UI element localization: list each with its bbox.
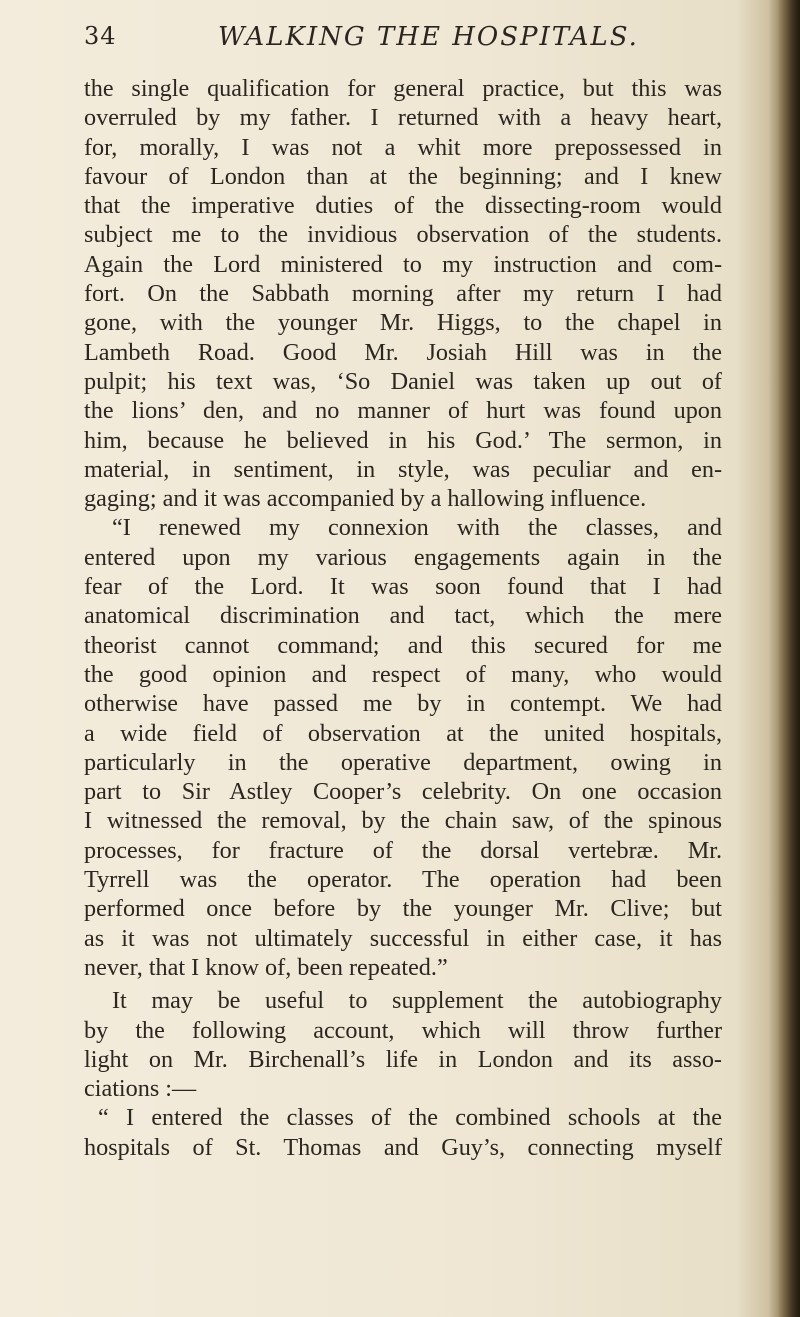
running-head: WALKING THE HOSPITALS. [218, 22, 639, 52]
text-line: I witnessed the removal, by the chain saw, of the spinous [84, 807, 722, 835]
text-line: Again the Lord ministered to my instruction and com- [84, 250, 722, 278]
text-line: “ I entered the classes of the combined schools at the [98, 1104, 722, 1132]
text-line: part to Sir Astley Cooper’s celebrity. On one occasion [84, 778, 722, 806]
text-line: overruled by my father. I returned with a heavy heart, [84, 104, 722, 132]
text-line: ciations :— [84, 1075, 197, 1103]
text-line: particularly in the operative department, owing in [84, 748, 722, 776]
text-line: processes, for fracture of the dorsal vertebræ. Mr. [84, 836, 722, 864]
text-line: gaging; and it was accompanied by a hallowing influence. [84, 485, 647, 513]
text-line: fear of the Lord. It was soon found that I had [84, 573, 722, 601]
text-line: Lambeth Road. Good Mr. Josiah Hill was in the [84, 338, 722, 366]
text-line: It may be useful to supplement the autobiography [112, 987, 722, 1015]
text-line: otherwise have passed me by in contempt. We had [84, 690, 722, 718]
page-edge-shadow [778, 0, 800, 1317]
body-text [84, 74, 722, 1162]
text-line: “I renewed my connexion with the classes, and [112, 514, 722, 542]
page-header [84, 12, 724, 52]
text-line: favour of London than at the beginning; and I knew [84, 162, 722, 190]
text-line: by the following account, which will throw further [84, 1016, 722, 1044]
text-line: never, that I know of, been repeated.” [84, 953, 448, 981]
text-line: subject me to the invidious observation of the students. [84, 221, 722, 249]
text-line: fort. On the Sabbath morning after my return I had [84, 280, 722, 308]
text-line: as it was not ultimately successful in either case, it has [84, 924, 722, 952]
text-line: that the imperative duties of the dissecting-room would [84, 192, 722, 220]
text-line: pulpit; his text was, ‘So Daniel was taken up out of [84, 367, 722, 395]
text-line: the good opinion and respect of many, who would [84, 660, 722, 688]
text-line: a wide field of observation at the united hospitals, [84, 719, 722, 747]
text-line: hospitals of St. Thomas and Guy’s, connecting myself [84, 1133, 722, 1161]
text-line: for, morally, I was not a whit more prepossessed in [84, 133, 722, 161]
text-line: theorist cannot command; and this secured for me [84, 631, 722, 659]
text-line: light on Mr. Birchenall’s life in London and its asso- [84, 1045, 722, 1073]
page-number: 34 [84, 22, 117, 50]
text-line: the single qualification for general practice, but this was [84, 75, 722, 102]
text-line: Tyrrell was the operator. The operation had been [84, 866, 722, 894]
text-line: material, in sentiment, in style, was peculiar and en- [84, 455, 722, 483]
text-line: gone, with the younger Mr. Higgs, to the chapel in [84, 309, 722, 337]
text-line: the lions’ den, and no manner of hurt was found upon [84, 397, 722, 425]
text-line: performed once before by the younger Mr. Clive; but [84, 895, 722, 923]
text-line: entered upon my various engagements again in the [84, 543, 722, 571]
text-line: anatomical discrimination and tact, which the mere [84, 602, 722, 630]
text-line: him, because he believed in his God.’ The sermon, in [84, 426, 722, 454]
